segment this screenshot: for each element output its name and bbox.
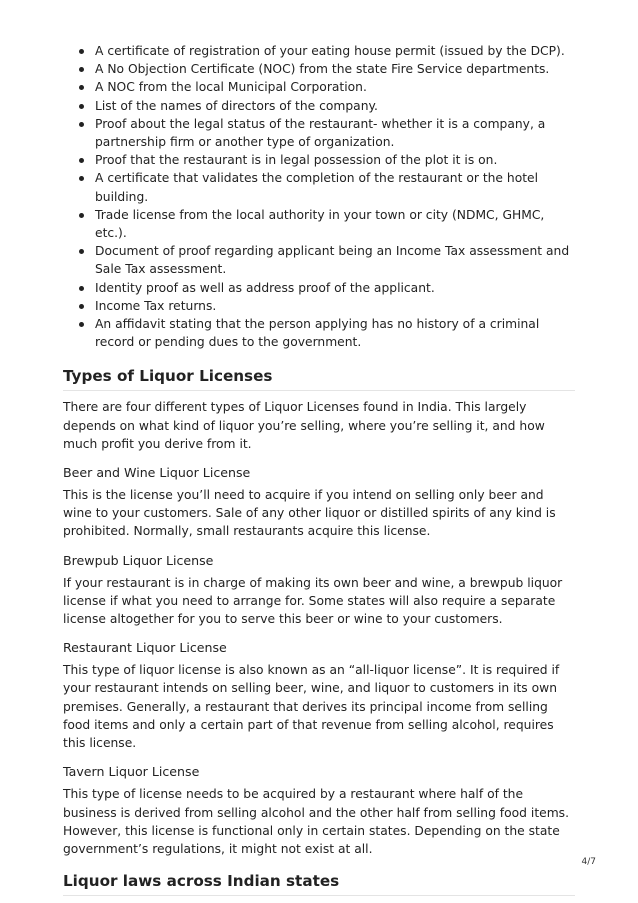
list-item-text: Trade license from the local authority in your town or city (NDMC, GHMC, etc.). xyxy=(95,207,545,241)
license-section-tavern xyxy=(63,763,575,858)
license-section-restaurant xyxy=(63,639,575,752)
section-body: This type of liquor license is also known as an “all-liquor license”. It is required if your restaurant intends on selling beer, wine, and liquor to customers in its own premises. Generally, a restaurant that derives its principal income from selling food items and only a certain part of that revenue from selling alcohol, requires this license. xyxy=(63,663,560,751)
list-item xyxy=(63,97,575,115)
list-item xyxy=(63,151,575,169)
bullet-icon xyxy=(79,286,84,291)
page-content xyxy=(63,42,575,896)
list-item xyxy=(63,115,575,151)
list-item xyxy=(63,279,575,297)
section-title: Brewpub Liquor License xyxy=(63,552,214,568)
bullet-icon xyxy=(79,122,84,127)
list-item xyxy=(63,169,575,205)
requirements-list xyxy=(63,42,575,351)
list-item xyxy=(63,42,575,60)
section-body: If your restaurant is in charge of making its own beer and wine, a brewpub liquor license if what you need to arrange for. Some states will also require a separate license altogether for you to serve this beer or wine to your customers. xyxy=(63,575,563,627)
list-item xyxy=(63,60,575,78)
bullet-icon xyxy=(79,49,84,54)
list-item xyxy=(63,315,575,351)
list-item-text: Document of proof regarding applicant being an Income Tax assessment and Sale Tax assessment. xyxy=(95,244,570,277)
list-item-text: A certificate that validates the completion of the restaurant or the hotel building. xyxy=(95,171,539,204)
list-item-text: List of the names of directors of the company. xyxy=(95,98,378,113)
list-item xyxy=(63,78,575,96)
list-item xyxy=(63,206,575,242)
section-body: This is the license you’ll need to acquire if you intend on selling only beer and wine to your customers. Sale of any other liquor or distilled spirits of any kind is prohibited. Normally, small restaurants acquire this license. xyxy=(63,488,556,539)
bullet-icon xyxy=(79,85,84,90)
section-title: Beer and Wine Liquor License xyxy=(63,465,251,481)
license-section-brewpub xyxy=(63,552,575,629)
list-item xyxy=(63,242,575,278)
page-number: 4/7 xyxy=(581,857,596,867)
bullet-icon xyxy=(79,249,84,254)
laws-heading: Liquor laws across Indian states xyxy=(63,871,575,896)
types-intro: There are four different types of Liquor Licenses found in India. This largely depends on what kind of liquor you’re selling, where you’re selling it, and how much profit you derive from it. xyxy=(63,400,545,451)
list-item-text: A NOC from the local Municipal Corporation. xyxy=(95,80,367,95)
list-item-text: Proof about the legal status of the restaurant- whether it is a company, a partnership firm or another type of organization. xyxy=(95,116,546,150)
types-heading: Types of Liquor Licenses xyxy=(63,366,575,391)
list-item-text: An affidavit stating that the person applying has no history of a criminal record or pending dues to the government. xyxy=(95,317,540,350)
license-section-beer-wine xyxy=(63,464,575,541)
bullet-icon xyxy=(79,322,84,327)
list-item-text: Income Tax returns. xyxy=(95,298,217,313)
bullet-icon xyxy=(79,104,84,109)
bullet-icon xyxy=(79,158,84,163)
section-body: This type of license needs to be acquired by a restaurant where half of the business is derived from selling alcohol and the other half from selling food items. However, this license is functional only in certain states. Depending on the state government’s regulations, it might not exist at all. xyxy=(63,787,569,856)
list-item-text: Identity proof as well as address proof of the applicant. xyxy=(95,280,435,295)
bullet-icon xyxy=(79,176,84,181)
section-title: Tavern Liquor License xyxy=(63,764,200,780)
section-title: Restaurant Liquor License xyxy=(63,640,227,656)
list-item-text: A certificate of registration of your eating house permit (issued by the DCP). xyxy=(95,44,565,58)
bullet-icon xyxy=(79,67,84,72)
list-item xyxy=(63,297,575,315)
bullet-icon xyxy=(79,304,84,309)
bullet-icon xyxy=(79,213,84,218)
list-item-text: A No Objection Certificate (NOC) from the state Fire Service departments. xyxy=(95,62,550,77)
list-item-text: Proof that the restaurant is in legal possession of the plot it is on. xyxy=(95,153,498,168)
